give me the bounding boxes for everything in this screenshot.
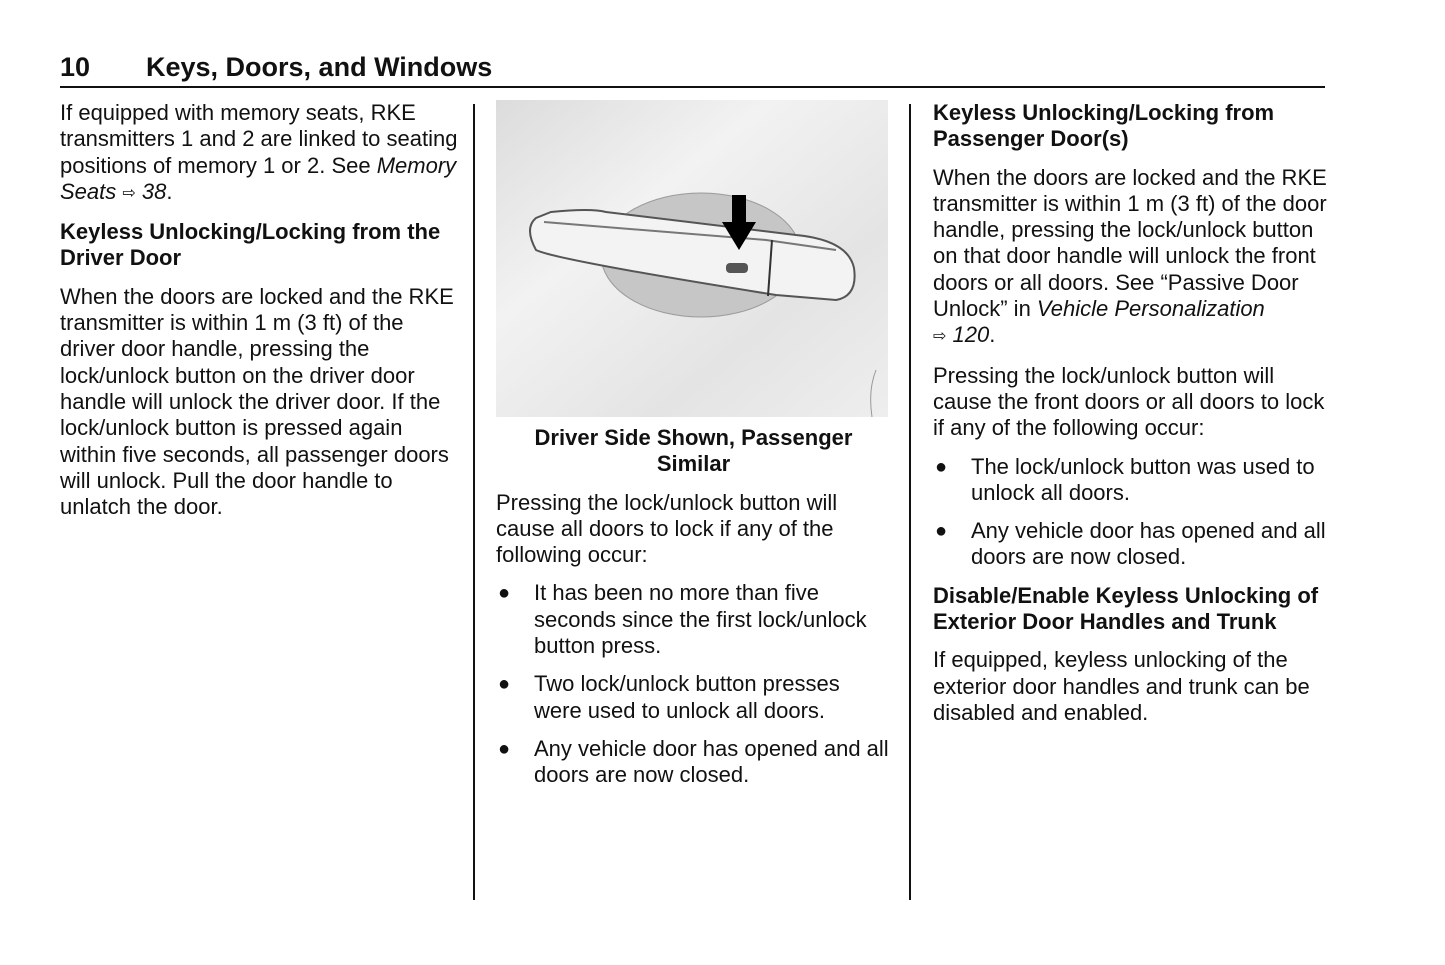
section-heading: Keyless Unlocking/Locking from the Driver Door [60,219,441,271]
door-handle-figure [496,100,888,417]
vehicle-personalization-link[interactable]: Vehicle Personalization [1036,296,1265,322]
driver-door-paragraph: When the doors are locked and the RKE transmitter is within 1 m (3 ft) of the driver door handle, pressing the lock/unlock button on the driver door handle will unlock the driver door. If the lock/unlock button is pressed again within five seconds, all passenger doors will unlock. Pull the door handle to unlatch the door. [60,283,454,520]
bullet-icon: ● [498,737,511,760]
memory-seats-paragraph: If equipped with memory seats, RKE transmitters 1 and 2 are linked to seating positions of memory 1 or 2. See Memory Seats ⇨ 38. [60,100,458,204]
list-item: ● It has been no more than five seconds since the first lock/unlock button press. [498,580,867,659]
page-header [60,52,1325,88]
column-1 [60,100,460,532]
column-divider [909,104,911,900]
list-item: ● The lock/unlock button was used to unlock all doors. [935,453,1315,505]
section-title: Keys, Doors, and Windows [146,52,493,82]
page-ref[interactable]: 38 [141,178,167,204]
page-ref-arrow-icon: ⇨ [933,328,947,346]
lock-conditions-list [496,580,891,788]
figure-caption: Driver Side Shown, Passenger Similar [534,425,853,477]
list-item: ● Any vehicle door has opened and all doors are now closed. [498,735,889,788]
front-lock-conditions-list [933,454,1333,571]
column-3 [933,100,1333,738]
bullet-icon: ● [935,520,948,543]
page-ref-arrow-icon: ⇨ [122,184,136,202]
memory-seats-link[interactable]: Memory Seats [60,152,457,204]
section-heading: Disable/Enable Keyless Unlocking of Exterior Door Handles and Trunk [933,582,1319,635]
front-lock-paragraph: Pressing the lock/unlock button will cause the front doors or all doors to lock if any of the following occur: [933,362,1325,441]
door-handle-illustration-icon [496,100,888,417]
list-item: ● Two lock/unlock button presses were used to unlock all doors. [498,671,840,723]
bullet-icon: ● [498,582,511,605]
page-number: 10 [60,52,91,82]
column-divider [473,104,475,900]
disable-enable-paragraph: If equipped, keyless unlocking of the exterior door handles and trunk can be disabled and enabled. [933,647,1310,725]
section-heading: Keyless Unlocking/Locking from Passenger Door(s) [933,100,1275,152]
passenger-door-paragraph: When the doors are locked and the RKE transmitter is within 1 m (3 ft) of the door handle, pressing the lock/unlock button on that door handle will unlock the front doors or all doors. See “Passive Door Unlock” in Vehicle Personalization ⇨ 120. [933,164,1327,348]
bullet-icon: ● [498,673,511,696]
lock-conditions-paragraph: Pressing the lock/unlock button will cause all doors to lock if any of the following occur: [496,489,838,568]
bullet-icon: ● [935,455,948,478]
column-2 [496,100,891,801]
page-ref[interactable]: 120 [952,322,990,348]
list-item: ● Any vehicle door has opened and all doors are now closed. [935,518,1326,570]
